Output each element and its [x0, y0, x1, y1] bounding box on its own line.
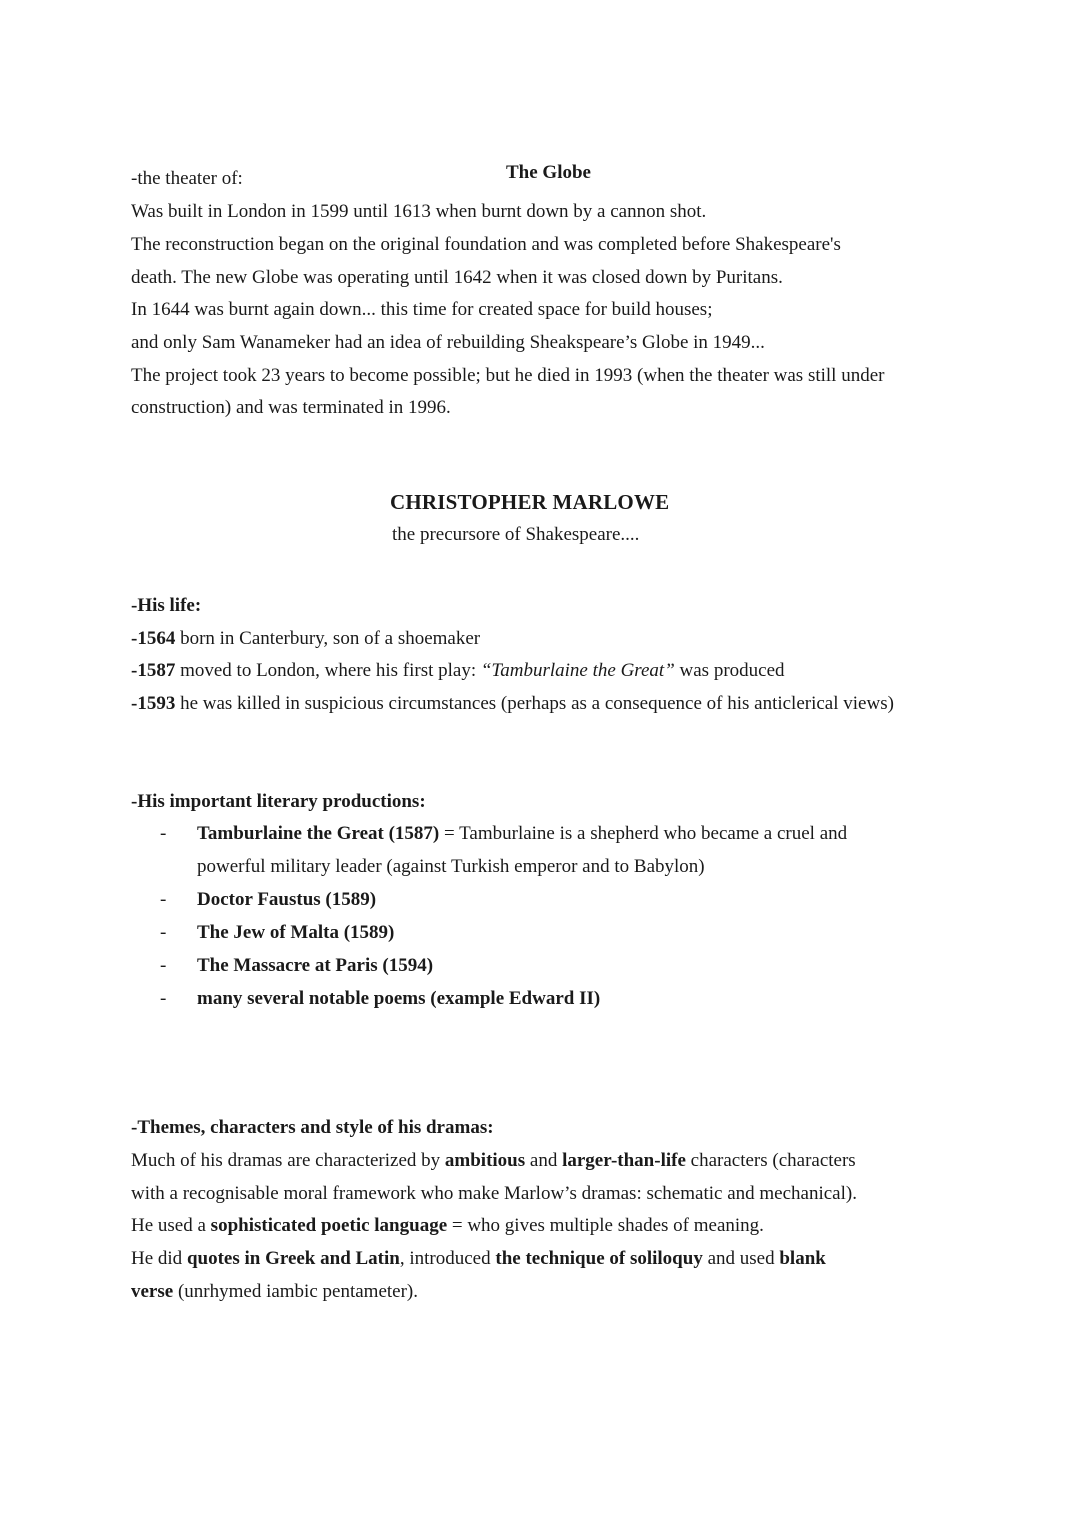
bold-run: ambitious — [444, 1150, 526, 1171]
work-description: = Tamburlaine is a shepherd who became a cruel and — [439, 823, 848, 844]
bold-run: sophisticated poetic language — [210, 1215, 448, 1236]
work-title: Doctor Faustus (1589) — [197, 889, 377, 910]
themes-line-3 — [131, 1209, 764, 1242]
life-text: moved to London, where his first play: — [175, 660, 481, 681]
list-item — [160, 982, 847, 1015]
life-year: -1564 — [131, 628, 176, 649]
text-run: = who gives multiple shades of meaning. — [447, 1215, 764, 1236]
themes-line-2: with a recognisable moral framework who make Marlow’s dramas: schematic and mechanical). — [131, 1183, 857, 1204]
life-text: born in Canterbury, son of a shoemaker — [175, 628, 481, 649]
globe-line-2: The reconstruction began on the original foundation and was completed before Shakespeare's — [131, 234, 841, 255]
list-item — [160, 883, 847, 916]
life-year: -1593 — [131, 693, 176, 714]
bold-run: quotes in Greek and Latin — [186, 1248, 400, 1269]
section-subtitle: the precursore of Shakespeare.... — [392, 524, 640, 545]
text-run: characters (characters — [685, 1150, 856, 1171]
work-title: The Jew of Malta (1589) — [197, 922, 395, 943]
text-run: He did — [131, 1248, 187, 1269]
life-text: he was killed in suspicious circumstances (perhaps as a consequence of his anticlerical views) — [175, 693, 894, 714]
life-item-3 — [131, 687, 894, 720]
bold-run: larger-than-life — [562, 1150, 686, 1171]
text-run: and — [525, 1150, 563, 1171]
themes-heading: -Themes, characters and style of his dramas: — [131, 1117, 494, 1138]
globe-line-5: and only Sam Wanameker had an idea of rebuilding Sheakspeare’s Globe in 1949... — [131, 332, 765, 353]
bullet-dash: - — [160, 889, 167, 910]
list-item-continuation — [160, 850, 847, 883]
globe-label: -the theater of: — [131, 168, 243, 189]
bullet-dash: - — [160, 823, 167, 844]
globe-line-1: Was built in London in 1599 until 1613 when burnt down by a cannon shot. — [131, 201, 707, 222]
bullet-dash: - — [160, 922, 167, 943]
work-title: many several notable poems (example Edward II) — [197, 988, 601, 1009]
bullet-dash: - — [160, 988, 167, 1009]
globe-line-3: death. The new Globe was operating until 1642 when it was closed down by Puritans. — [131, 267, 783, 288]
play-title-quote: “Tamburlaine the Great” — [480, 660, 675, 681]
productions-list — [160, 817, 847, 1015]
text-run: and used — [702, 1248, 780, 1269]
globe-heading: The Globe — [506, 162, 591, 183]
bold-run: blank — [779, 1248, 826, 1269]
life-heading: -His life: — [131, 595, 202, 616]
text-run: (unrhymed iambic pentameter). — [173, 1281, 418, 1302]
bullet-dash: - — [160, 955, 167, 976]
text-run: He used a — [131, 1215, 211, 1236]
list-item — [160, 949, 847, 982]
list-item — [160, 916, 847, 949]
section-title: CHRISTOPHER MARLOWE — [390, 490, 670, 514]
life-text-tail: was produced — [674, 660, 785, 681]
life-year: -1587 — [131, 660, 176, 681]
life-item-1 — [131, 622, 480, 655]
globe-line-7: construction) and was terminated in 1996. — [131, 397, 451, 418]
life-item-2 — [131, 654, 785, 687]
globe-line-6: The project took 23 years to become possible; but he died in 1993 (when the theater was still under — [131, 365, 885, 386]
work-description-2: powerful military leader (against Turkish emperor and to Babylon) — [197, 856, 705, 877]
list-item — [160, 817, 847, 850]
text-run: Much of his dramas are characterized by — [131, 1150, 445, 1171]
globe-line-4: In 1644 was burnt again down... this time for created space for build houses; — [131, 299, 713, 320]
bold-run: the technique of soliloquy — [495, 1248, 703, 1269]
text-run: , introduced — [399, 1248, 496, 1269]
work-title: The Massacre at Paris (1594) — [197, 955, 434, 976]
themes-line-1 — [131, 1144, 856, 1177]
productions-heading: -His important literary productions: — [131, 791, 426, 812]
work-title: Tamburlaine the Great (1587) — [197, 823, 440, 844]
bold-run: verse — [131, 1281, 174, 1302]
themes-line-4 — [131, 1242, 826, 1275]
themes-line-5 — [131, 1275, 418, 1308]
